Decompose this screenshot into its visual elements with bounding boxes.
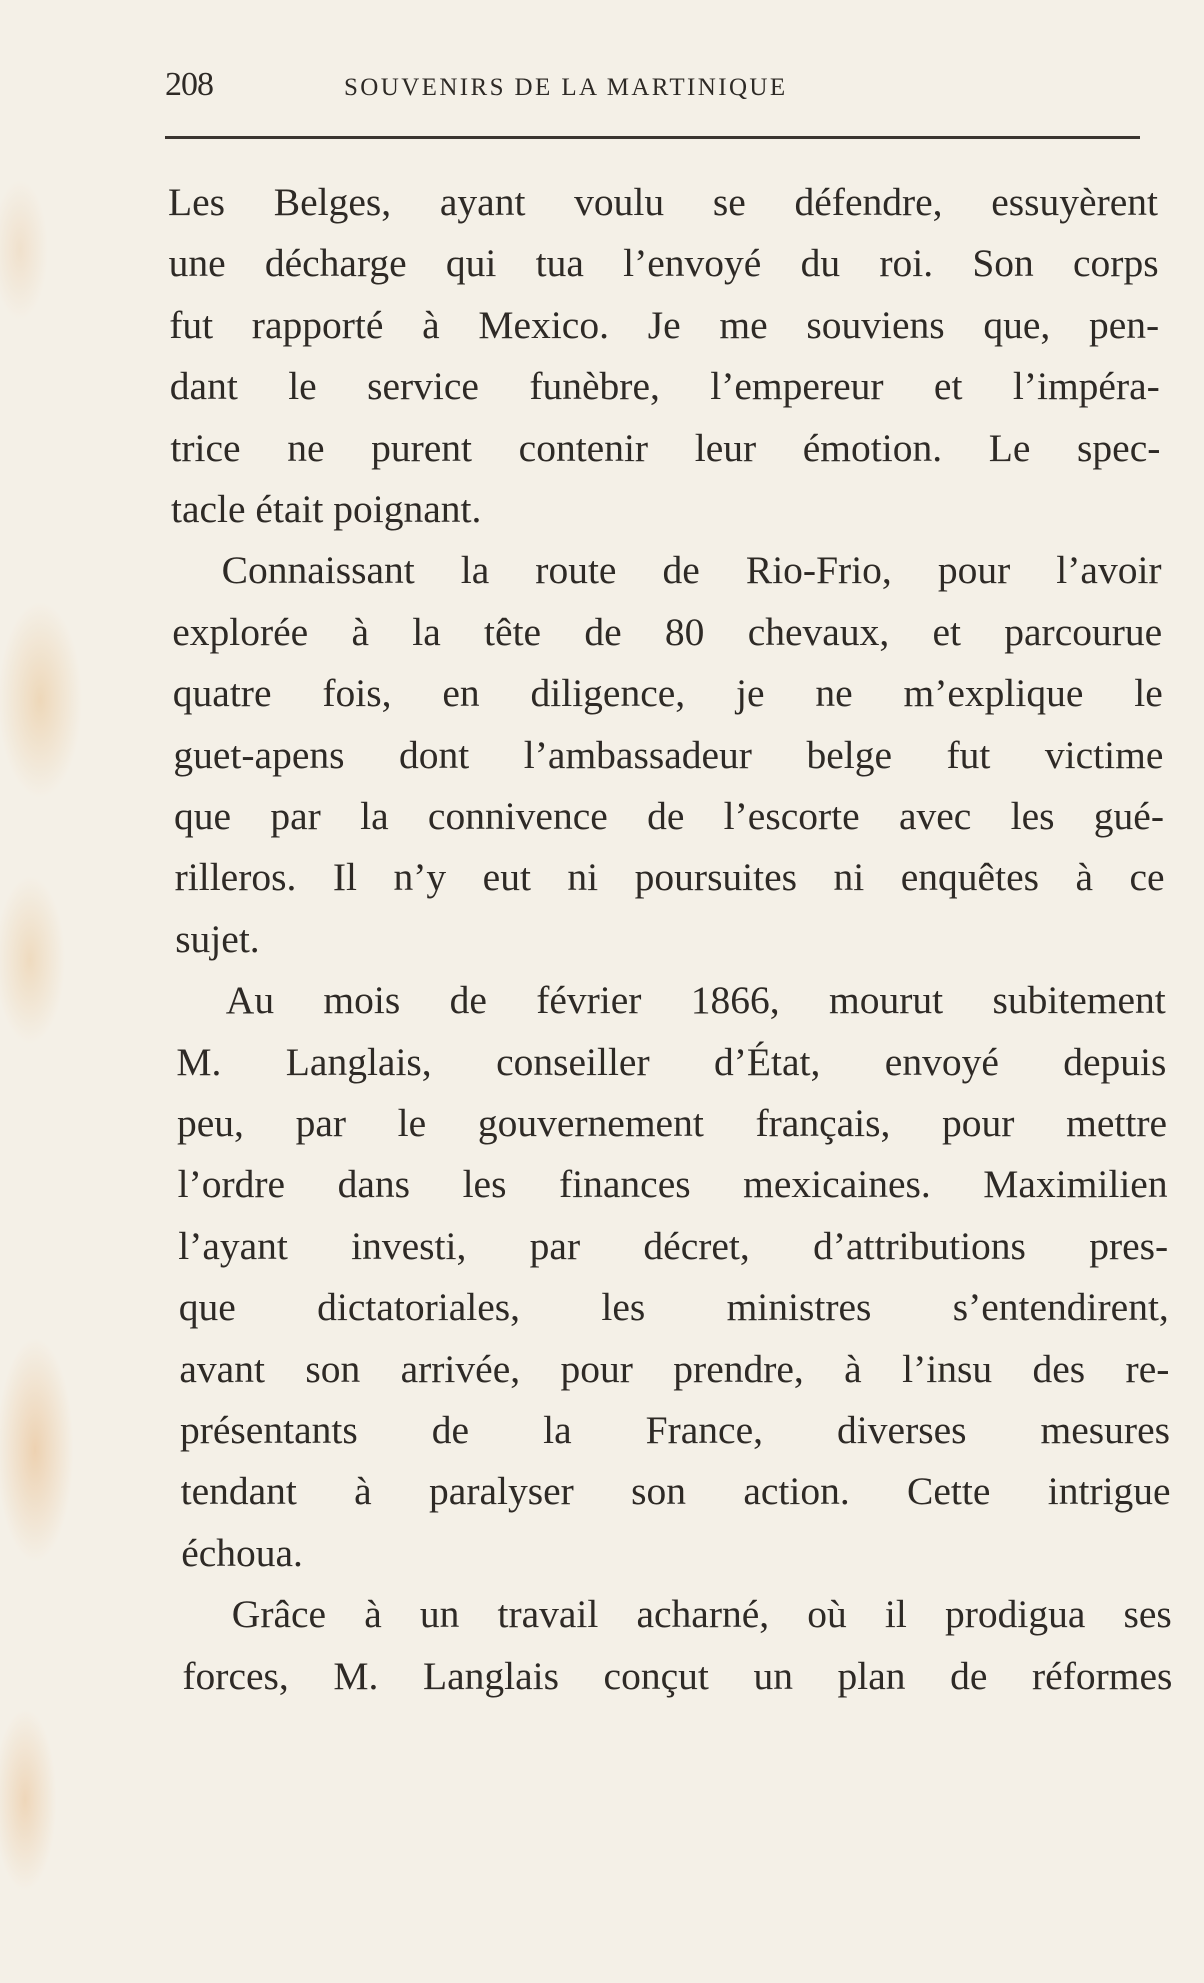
text-line: M. Langlais, conseiller d’État, envoyé depuis — [176, 1039, 1167, 1084]
text-line: présentants de la France, diverses mesures — [180, 1408, 1170, 1452]
header-rule — [165, 136, 1140, 139]
text-line: guet-apens dont l’ambassadeur belge fut victime — [173, 732, 1164, 777]
text-line: que dictatoriales, les ministres s’entendirent, — [178, 1285, 1169, 1330]
text-line: fut rapporté à Mexico. Je me souviens que, pen- — [169, 302, 1160, 347]
text-line: forces, M. Langlais conçut un plan de réformes — [182, 1653, 1173, 1698]
text-line: peu, par le gouvernement français, pour mettre — [177, 1101, 1167, 1145]
text-line: rilleros. Il n’y eut ni poursuites ni enquêtes à ce — [174, 855, 1165, 900]
page-number: 208 — [165, 66, 213, 103]
running-title: SOUVENIRS DE LA MARTINIQUE — [344, 74, 788, 101]
text-line: trice ne purent contenir leur émotion. Le spec- — [170, 425, 1161, 470]
text-line: dant le service funèbre, l’empereur et l’impéra- — [169, 364, 1160, 409]
text-line: tendant à paralyser son action. Cette intrigue — [180, 1469, 1171, 1514]
text-line: explorée à la tête de 80 chevaux, et parcourue — [172, 609, 1163, 654]
text-line: Les Belges, ayant voulu se défendre, essuyèrent — [168, 180, 1158, 224]
text-line: sujet. — [175, 916, 260, 961]
text-line: l’ordre dans les finances mexicaines. Maximilien — [177, 1162, 1168, 1207]
text-line: quatre fois, en diligence, je ne m’explique le — [172, 671, 1163, 716]
text-line: tacle était poignant. — [171, 487, 482, 531]
text-line: Connaissant la route de Rio-Frio, pour l’avoir — [221, 548, 1162, 593]
text-line: l’ayant investi, par décret, d’attributions pres- — [178, 1223, 1169, 1268]
text-line: que par la connivence de l’escorte avec les gué- — [174, 794, 1164, 838]
text-line: avant son arrivée, pour prendre, à l’insu des re- — [179, 1346, 1170, 1391]
text-line: Grâce à un travail acharné, où il prodigua ses — [231, 1592, 1172, 1637]
text-line: Au mois de février 1866, mourut subitement — [225, 978, 1166, 1023]
text-line: une décharge qui tua l’envoyé du roi. Son corps — [168, 241, 1159, 286]
text-line: échoua. — [181, 1530, 303, 1575]
